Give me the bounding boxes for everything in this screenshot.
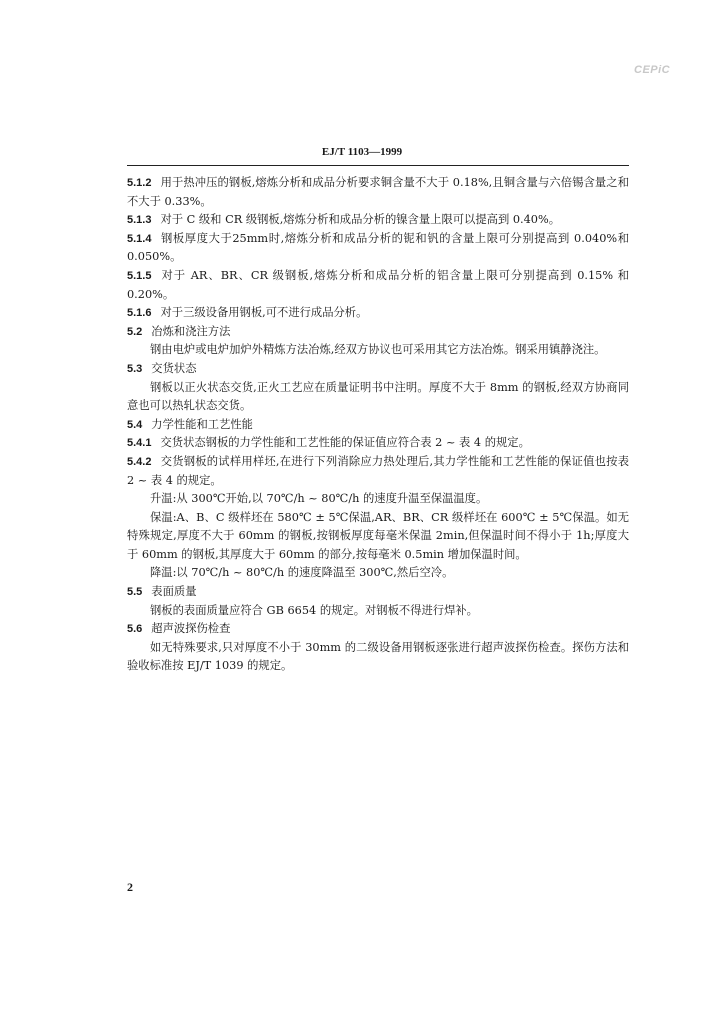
document-body bbox=[127, 174, 629, 676]
paragraph-text: 用于热冲压的钢板,熔炼分析和成品分析要求铜含量不大于 0.18%,且铜含量与六倍锡含量之和不大于 0.33%。 bbox=[127, 176, 629, 208]
paragraph-surface bbox=[127, 602, 629, 621]
paragraph-5-1-4 bbox=[127, 230, 629, 267]
section-heading-5-6 bbox=[127, 620, 629, 639]
paragraph-text: 钢板的表面质量应符合 GB 6654 的规定。对钢板不得进行焊补。 bbox=[150, 603, 478, 617]
paragraph-smelting bbox=[127, 341, 629, 360]
paragraph-5-4-1 bbox=[127, 434, 629, 453]
clause-number: 5.1.2 bbox=[127, 177, 152, 189]
paragraph-5-4-2 bbox=[127, 453, 629, 490]
section-title: 交货状态 bbox=[151, 361, 197, 375]
paragraph-text: 交货钢板的试样用样坯,在进行下列消除应力热处理后,其力学性能和工艺性能的保证值也按表 2 ~ 表 4 的规定。 bbox=[127, 454, 629, 487]
section-title: 超声波探伤检查 bbox=[151, 622, 231, 636]
clause-number: 5.4.1 bbox=[127, 437, 152, 450]
paragraph-delivery bbox=[127, 379, 629, 416]
clause-number: 5.1.3 bbox=[127, 214, 152, 227]
clause-number: 5.4 bbox=[127, 418, 143, 431]
clause-number: 5.4.2 bbox=[127, 455, 152, 468]
paragraph-text: 如无特殊要求,只对厚度不小于 30mm 的二级设备用钢板逐张进行超声波探伤检查。探伤方法和验收标准按 EJ/T 1039 的规定。 bbox=[127, 640, 629, 673]
paragraph-cooling bbox=[127, 564, 629, 583]
cepic-logo: CEPiC bbox=[634, 64, 671, 76]
clause-number: 5.2 bbox=[127, 325, 143, 338]
paragraph-5-1-3 bbox=[127, 211, 629, 230]
clause-number: 5.5 bbox=[127, 586, 143, 599]
paragraph-5-1-5 bbox=[127, 267, 629, 304]
section-title: 表面质量 bbox=[151, 585, 197, 599]
clause-number: 5.3 bbox=[127, 362, 143, 375]
section-heading-5-2 bbox=[127, 323, 629, 342]
clause-number: 5.6 bbox=[127, 623, 143, 636]
paragraph-text: 钢由电炉或电炉加炉外精炼方法冶炼,经双方协议也可采用其它方法冶炼。钢采用镇静浇注。 bbox=[150, 343, 606, 357]
paragraph-5-1-2 bbox=[127, 174, 629, 211]
section-title: 冶炼和浇注方法 bbox=[151, 324, 231, 338]
section-heading-5-3 bbox=[127, 360, 629, 379]
paragraph-text: 钢板厚度大于25mm时,熔炼分析和成品分析的铌和钒的含量上限可分别提高到 0.040%和 0.050%。 bbox=[127, 231, 629, 264]
paragraph-5-1-6 bbox=[127, 304, 629, 323]
paragraph-text: 对于三级设备用钢板,可不进行成品分析。 bbox=[160, 306, 368, 320]
paragraph-text: 升温:从 300℃开始,以 70℃/h ~ 80℃/h 的速度升温至保温温度。 bbox=[150, 492, 488, 506]
paragraph-text: 对于 AR、BR、CR 级钢板,熔炼分析和成品分析的铝含量上限可分别提高到 0.15% 和 0.20%。 bbox=[127, 268, 629, 301]
document-header: EJ/T 1103—1999 bbox=[321, 146, 403, 158]
page-number: 2 bbox=[127, 880, 133, 894]
clause-number: 5.1.6 bbox=[127, 307, 152, 320]
paragraph-text: 保温:A、B、C 级样坯在 580℃ ± 5℃保温,AR、BR、CR 级样坯在 600℃ ± 5℃保温。如无特殊规定,厚度不大于 60mm 的钢板,按钢板厚度每毫米保温 2min,但保温时间不得小于 1h;厚度大于 60mm 的钢板,其厚度大于 60mm 的部分,按每毫米 0.5min 增加保温时间。 bbox=[127, 510, 629, 561]
clause-number: 5.1.4 bbox=[127, 232, 152, 245]
paragraph-text: 降温:以 70℃/h ~ 80℃/h 的速度降温至 300℃,然后空冷。 bbox=[150, 566, 454, 580]
paragraph-text: 对于 C 级和 CR 级钢板,熔炼分析和成品分析的镍含量上限可以提高到 0.40%。 bbox=[160, 213, 561, 227]
section-title: 力学性能和工艺性能 bbox=[151, 417, 253, 431]
clause-number: 5.1.5 bbox=[127, 269, 152, 282]
paragraph-text: 交货状态钢板的力学性能和工艺性能的保证值应符合表 2 ~ 表 4 的规定。 bbox=[160, 436, 530, 450]
paragraph-ultrasonic bbox=[127, 639, 629, 676]
paragraph-heating bbox=[127, 490, 629, 509]
section-heading-5-5 bbox=[127, 583, 629, 602]
paragraph-holding bbox=[127, 509, 629, 565]
paragraph-text: 钢板以正火状态交货,正火工艺应在质量证明书中注明。厚度不大于 8mm 的钢板,经双方协商同意也可以热轧状态交货。 bbox=[127, 380, 629, 413]
section-heading-5-4 bbox=[127, 416, 629, 435]
header-rule bbox=[127, 165, 629, 166]
